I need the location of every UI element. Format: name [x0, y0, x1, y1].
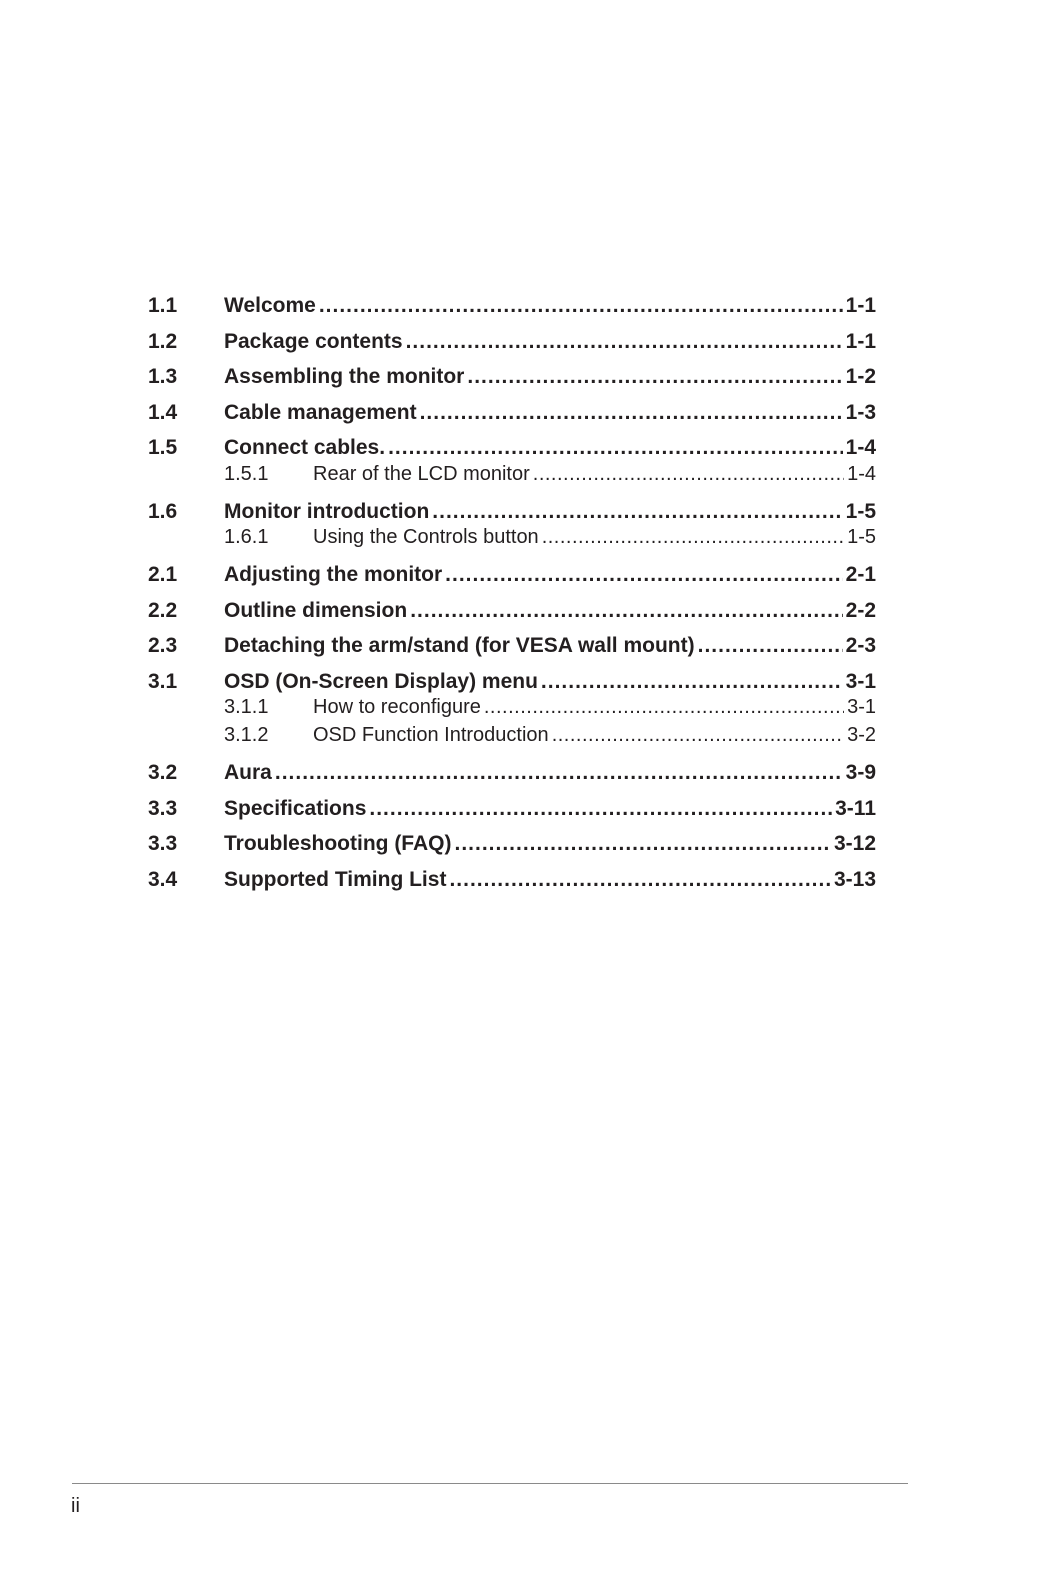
toc-entry-page: 3-2: [847, 724, 876, 746]
toc-entry-number: 2.2: [148, 598, 178, 622]
table-of-contents: [148, 288, 876, 897]
toc-entry-title: How to reconfigure: [313, 696, 481, 718]
toc-entry-title: Welcome: [224, 294, 316, 317]
toc-entry-number: 1.3: [148, 365, 178, 388]
toc-entry[interactable]: [148, 791, 876, 827]
toc-entry-number: 3.1.2: [224, 724, 269, 746]
toc-entry[interactable]: [148, 288, 876, 324]
toc-entry-number: 1.1: [148, 294, 178, 317]
toc-entry-number: 1.4: [148, 400, 178, 424]
toc-entry-number: 3.2: [148, 761, 178, 784]
toc-entry-number: 1.5: [148, 436, 178, 459]
toc-subentry[interactable]: [148, 693, 876, 721]
toc-entry-title: Detaching the arm/stand (for VESA wall mount): [224, 634, 695, 657]
toc-entry[interactable]: [148, 755, 876, 791]
toc-entry[interactable]: [148, 359, 876, 395]
toc-entry-page: 3-13: [833, 867, 876, 891]
toc-entry-number: 3.3: [148, 832, 178, 855]
toc-entry-title: Troubleshooting (FAQ): [224, 832, 452, 855]
toc-entry-page: 1-4: [845, 436, 876, 459]
footer-divider: [72, 1483, 908, 1484]
toc-entry-page: 2-1: [845, 563, 876, 586]
toc-entry-title: Assembling the monitor: [224, 365, 465, 388]
toc-entry-title: Adjusting the monitor: [224, 563, 443, 586]
toc-entry-title: OSD Function Introduction: [313, 724, 549, 746]
toc-entry-page: 2-2: [845, 598, 876, 622]
toc-entry-number: 1.2: [148, 329, 178, 353]
toc-leader-dots: [319, 288, 843, 324]
toc-leader-dots: [410, 593, 842, 629]
toc-entry-page: 3-11: [835, 796, 876, 820]
toc-entry-page: 1-4: [847, 462, 876, 485]
toc-leader-dots: [698, 628, 843, 664]
toc-entry[interactable]: [148, 395, 876, 431]
toc-entry-page: 1-5: [847, 526, 876, 548]
toc-entry-number: 3.3: [148, 796, 178, 820]
toc-leader-dots: [445, 557, 842, 593]
toc-leader-dots: [406, 324, 843, 360]
toc-entry-title: Outline dimension: [224, 598, 408, 622]
toc-entry-title: Connect cables.: [224, 436, 386, 459]
toc-entry[interactable]: [148, 557, 876, 593]
toc-entry-number: 3.1.1: [224, 696, 269, 718]
toc-entry-title: Rear of the LCD monitor: [313, 462, 530, 485]
toc-leader-dots: [275, 755, 843, 791]
toc-subentry[interactable]: [148, 460, 876, 488]
toc-entry-title: Monitor introduction: [224, 499, 430, 523]
toc-entry[interactable]: [148, 826, 876, 862]
toc-leader-dots: [454, 826, 830, 862]
toc-entry[interactable]: [148, 862, 876, 898]
toc-entry-page: 2-3: [845, 634, 876, 657]
toc-leader-dots: [369, 791, 832, 827]
toc-entry[interactable]: [148, 628, 876, 664]
toc-entry-page: 3-1: [847, 696, 876, 718]
toc-leader-dots: [420, 395, 843, 431]
toc-entry-title: Using the Controls button: [313, 526, 539, 548]
toc-entry-page: 3-12: [833, 832, 876, 855]
toc-entry-number: 1.6.1: [224, 526, 269, 548]
toc-entry-number: 3.1: [148, 669, 178, 693]
toc-entry-page: 3-1: [845, 669, 876, 693]
toc-entry-title: Package contents: [224, 329, 403, 353]
toc-entry-title: Supported Timing List: [224, 867, 447, 891]
toc-leader-dots: [542, 523, 844, 551]
toc-entry-page: 1-3: [845, 400, 876, 424]
toc-entry-number: 3.4: [148, 867, 178, 891]
toc-entry[interactable]: [148, 324, 876, 360]
toc-entry-number: 1.6: [148, 499, 178, 523]
toc-entry-page: 1-2: [845, 365, 876, 388]
toc-entry-title: OSD (On-Screen Display) menu: [224, 669, 538, 693]
toc-entry-title: Specifications: [224, 796, 367, 820]
toc-entry-number: 2.1: [148, 563, 178, 586]
toc-leader-dots: [449, 862, 831, 898]
footer-page-number: ii: [71, 1495, 80, 1517]
toc-entry-number: 1.5.1: [224, 462, 269, 485]
toc-leader-dots: [552, 721, 844, 749]
toc-entry-number: 2.3: [148, 634, 178, 657]
toc-entry-page: 1-1: [845, 329, 876, 353]
toc-subentry[interactable]: [148, 721, 876, 749]
toc-leader-dots: [533, 460, 844, 488]
toc-entry-title: Cable management: [224, 400, 417, 424]
toc-subentry[interactable]: [148, 523, 876, 551]
toc-entry-page: 1-5: [845, 499, 876, 523]
toc-leader-dots: [484, 693, 844, 721]
toc-entry[interactable]: [148, 593, 876, 629]
toc-entry-page: 3-9: [845, 761, 876, 784]
toc-entry-title: Aura: [224, 761, 272, 784]
toc-entry-page: 1-1: [845, 294, 876, 317]
toc-leader-dots: [467, 359, 842, 395]
